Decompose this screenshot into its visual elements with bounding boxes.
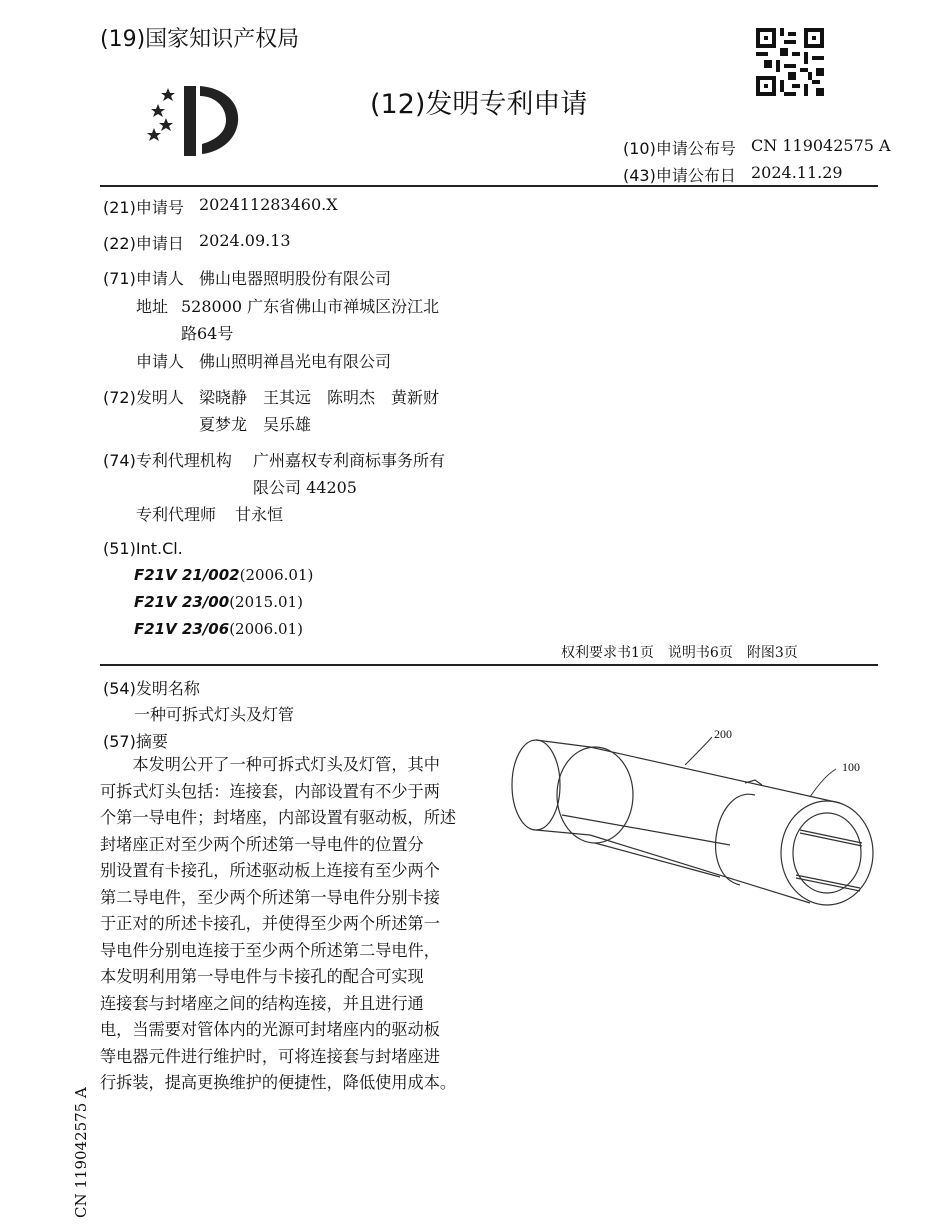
- abstract-line: 行拆装，提高更换维护的便捷性，降低使用成本。: [100, 1073, 457, 1092]
- document-type: (12)发明专利申请: [370, 89, 588, 120]
- cnipa-logo: [144, 82, 244, 160]
- app-date-label: (22)申请日: [103, 234, 184, 253]
- figure-label-100: 100: [842, 760, 860, 774]
- ipc-code: F21V 23/06: [134, 620, 230, 638]
- qr-code: [756, 28, 824, 96]
- ipc-version: (2006.01): [229, 620, 303, 638]
- side-document-number: CN 119042575 A: [72, 1087, 90, 1218]
- lamp-tube-figure: [500, 725, 885, 925]
- ipc-code: F21V 23/00: [134, 593, 230, 611]
- address-line2: 路64号: [181, 324, 234, 343]
- applicant2-value: 佛山照明禅昌光电有限公司: [199, 352, 392, 371]
- address-line1: 528000 广东省佛山市禅城区汾江北: [181, 297, 440, 316]
- header-rule: [100, 185, 878, 187]
- abstract-line: 可拆式灯头包括：连接套，内部设置有不少于两: [100, 781, 440, 801]
- ipc-entry: [134, 592, 303, 611]
- ipc-version: (2015.01): [229, 593, 303, 611]
- app-no-value: 202411283460.X: [199, 195, 338, 214]
- inventors-line2: 夏梦龙 吴乐雄: [199, 415, 312, 434]
- agency-line2: 限公司 44205: [253, 478, 357, 497]
- agency-line1: 广州嘉权专利商标事务所有: [253, 451, 446, 470]
- biblio-rule: [100, 664, 878, 666]
- title-label: (54)发明名称: [103, 679, 200, 698]
- pub-date-label: (43)申请公布日: [623, 166, 736, 185]
- ipc-code: F21V 21/002: [134, 566, 240, 584]
- abstract-line: 第二导电件，至少两个所述第一导电件分别卡接: [100, 887, 440, 907]
- abstract-line: 本发明利用第一导电件与卡接孔的配合可实现: [100, 967, 424, 986]
- agency-label: (74)专利代理机构: [103, 451, 232, 470]
- app-date-value: 2024.09.13: [199, 231, 291, 250]
- ipc-entry: [134, 565, 313, 584]
- pub-no-label: (10)申请公布号: [623, 139, 736, 158]
- abstract-line: 连接套与封堵座之间的结构连接，并且进行通: [100, 993, 424, 1013]
- inventors-line1: 梁晓静 王其远 陈明杰 黄新财: [199, 388, 440, 407]
- applicant-value: 佛山电器照明股份有限公司: [199, 269, 392, 288]
- abstract-line: 电，当需要对管体内的光源可封堵座内的驱动板: [100, 1020, 440, 1039]
- agent-label: 专利代理师: [136, 505, 217, 524]
- abstract-line: 等电器元件进行维护时，可将连接套与封堵座进: [100, 1046, 440, 1066]
- agent-value: 甘永恒: [235, 505, 284, 524]
- pub-date-value: 2024.11.29: [751, 163, 843, 182]
- abstract-text: [100, 752, 472, 1097]
- abstract-line: 导电件分别电连接于至少两个所述第二导电件，: [100, 940, 440, 960]
- pub-no-value: CN 119042575 A: [751, 136, 891, 155]
- abstract-line: 封堵座正对至少两个所述第一导电件的位置分: [100, 834, 424, 854]
- address-label: 地址: [136, 297, 169, 316]
- ipc-entry: [134, 619, 303, 638]
- figure-label-200: 200: [714, 727, 732, 741]
- abstract-label: (57)摘要: [103, 732, 168, 751]
- applicant2-label: 申请人: [136, 352, 185, 371]
- abstract-line: 个第一导电件；封堵座，内部设置有驱动板，所述: [100, 808, 457, 827]
- abstract-line: 于正对的所述卡接孔，并使得至少两个所述第一: [100, 914, 440, 933]
- invention-title: 一种可拆式灯头及灯管: [134, 705, 295, 724]
- intcl-label: (51)Int.Cl.: [103, 539, 183, 558]
- pages-summary: 权利要求书1页 说明书6页 附图3页: [561, 645, 798, 661]
- app-no-label: (21)申请号: [103, 198, 184, 217]
- office-name: (19)国家知识产权局: [100, 27, 300, 52]
- inventor-label: (72)发明人: [103, 388, 184, 407]
- ipc-version: (2006.01): [239, 566, 314, 584]
- abstract-line: 本发明公开了一种可拆式灯头及灯管，其中: [100, 755, 440, 774]
- applicant-label: (71)申请人: [103, 269, 184, 288]
- abstract-line: 别设置有卡接孔，所述驱动板上连接有至少两个: [100, 861, 440, 880]
